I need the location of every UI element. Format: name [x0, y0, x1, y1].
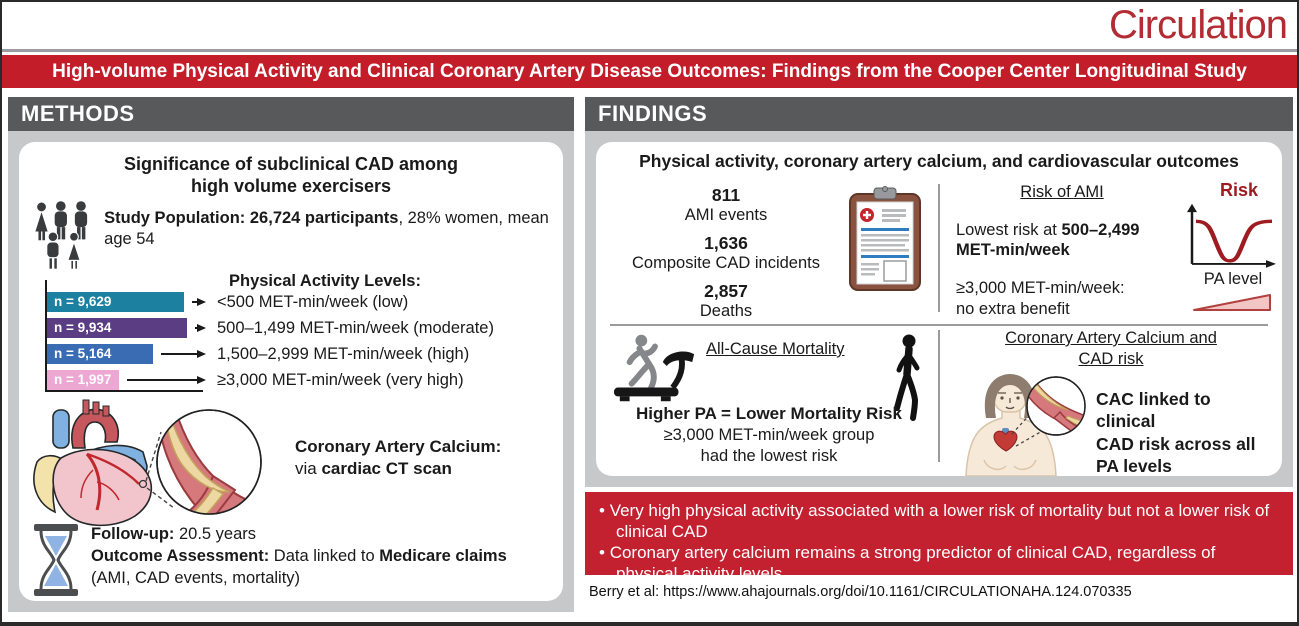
medical-clipboard-icon	[848, 186, 922, 294]
chart-x-axis	[45, 390, 203, 392]
bar-row: n = 9,934 500–1,499 MET-min/week (moderate)	[47, 318, 557, 338]
arrow-icon	[161, 353, 204, 355]
study-population-text: Study Population: 26,724 participants, 28% women, mean age 54	[104, 209, 549, 249]
risk-of-ami-line2: ≥3,000 MET-min/week:	[956, 278, 1125, 297]
risk-of-ami-title: Risk of AMI	[1020, 183, 1104, 201]
conclusion-bullet: • Very high physical activity associated with a lower risk of mortality but not a lower risk of clinical CAD	[599, 500, 1281, 542]
cac-cad-risk-block	[948, 328, 1274, 477]
bar-high: n = 5,164	[47, 344, 153, 364]
event-stats	[610, 178, 842, 321]
bar-moderate: n = 9,934	[47, 318, 187, 338]
conclusion-bullet: • Coronary artery calcium remains a strong predictor of clinical CAD, regardless of physical activity levels.	[599, 542, 1281, 584]
methods-card-title: Significance of subclinical CAD among high volume exercisers	[123, 154, 459, 196]
people-group-icon	[31, 194, 94, 276]
arrow-icon	[127, 379, 204, 381]
woman-torso-heart-icon	[950, 372, 1090, 476]
stat-value: 2,857	[704, 280, 748, 301]
divider	[938, 184, 940, 312]
coronary-calcium-row	[27, 396, 557, 542]
journal-logo: Circulation	[1109, 3, 1287, 47]
all-cause-mortality-title: All-Cause Mortality	[706, 340, 845, 358]
findings-panel	[585, 97, 1293, 487]
all-cause-mortality-block	[608, 330, 936, 466]
followup-text: Follow-up: 20.5 years Outcome Assessment: Data linked to Medicare claims (AMI, CAD events, mortality)	[91, 525, 507, 587]
risk-of-ami-line3: no extra benefit	[956, 299, 1070, 318]
treadmill-runner-icon	[612, 332, 700, 404]
study-population-row	[31, 194, 555, 276]
bar-low: n = 9,629	[47, 292, 184, 312]
u-curve-chart-icon	[1176, 200, 1280, 270]
findings-card	[596, 142, 1282, 476]
risk-of-ami-block	[956, 182, 1168, 319]
findings-header: FINDINGS	[585, 97, 1293, 131]
stat-label: Composite CAD incidents	[632, 253, 820, 272]
masthead	[2, 2, 1297, 48]
arrow-icon	[192, 301, 204, 303]
risk-curve-label: Risk	[1219, 180, 1259, 200]
findings-body	[585, 131, 1293, 487]
citation-link[interactable]: Berry et al: https://www.ahajournals.org/doi/10.1161/CIRCULATIONAHA.124.070335	[589, 584, 1132, 600]
cac-cad-risk-text: CAC linked to clinical CAD risk across all PA levels	[1096, 389, 1256, 477]
stat-value: 811	[711, 185, 741, 205]
followup-row	[33, 524, 557, 596]
methods-body	[8, 131, 574, 612]
coronary-calcium-text: Coronary Artery Calcium: via cardiac CT scan	[295, 437, 502, 479]
divider	[2, 49, 1297, 52]
stat-label: Deaths	[699, 301, 753, 320]
heart-anatomy-icon	[27, 396, 279, 536]
pa-levels-chart	[31, 272, 557, 398]
stat-label: AMI events	[684, 206, 768, 224]
conclusions-box	[585, 492, 1293, 584]
bar-row: n = 9,629 <500 MET-min/week (low)	[47, 292, 557, 312]
methods-header: METHODS	[8, 97, 574, 131]
arrow-icon	[195, 327, 204, 329]
stat-value: 1,636	[704, 232, 748, 253]
mortality-line3: had the lowest risk	[700, 447, 838, 465]
bar-very-high: n = 1,997	[47, 370, 119, 390]
mortality-line1: Higher PA = Lower Mortality Risk	[636, 404, 902, 423]
bar-row: n = 5,164 1,500–2,999 MET-min/week (high)	[47, 344, 557, 364]
findings-card-title: Physical activity, coronary artery calcium, and cardiovascular outcomes	[639, 151, 1239, 171]
mortality-line2: ≥3,000 MET-min/week group	[663, 426, 875, 444]
divider	[610, 324, 1268, 326]
methods-card	[19, 142, 563, 601]
conclusions-list	[599, 500, 1281, 584]
divider	[938, 330, 940, 462]
risk-curve-block	[1176, 180, 1276, 312]
pa-levels-header: Physical Activity Levels:	[229, 272, 421, 290]
risk-of-ami-line1: Lowest risk at 500–2,499 MET-min/week	[956, 220, 1140, 260]
bar-row: n = 1,997 ≥3,000 MET-min/week (very high)	[47, 370, 557, 390]
hourglass-icon	[33, 524, 79, 596]
article-title-banner: High-volume Physical Activity and Clinical Coronary Artery Disease Outcomes: Findings from the Cooper Center Longitudinal Study	[2, 55, 1297, 88]
cac-cad-risk-title: Coronary Artery Calcium and CAD risk	[1005, 329, 1217, 369]
increasing-ramp-icon	[1192, 292, 1274, 312]
pa-level-label: PA level	[1203, 270, 1263, 288]
methods-panel	[8, 97, 574, 612]
